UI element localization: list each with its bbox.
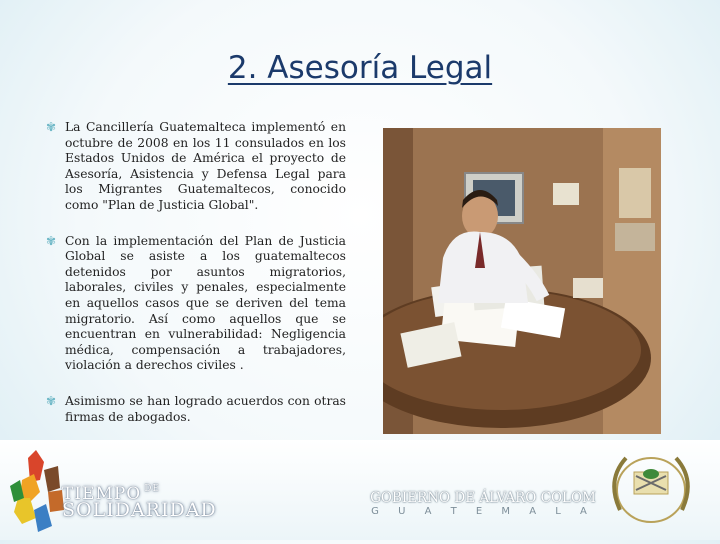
guatemala-coat-of-arms-icon <box>614 458 688 522</box>
government-country: G U A T E M A L A <box>371 506 595 517</box>
hands-logo-icon <box>10 450 64 532</box>
photo-illustration <box>383 128 661 434</box>
government-name: GOBIERNO DE ÁLVARO COLOM <box>370 490 596 506</box>
bullet-mark-icon: ✾ <box>46 233 57 248</box>
bullet-mark-icon: ✾ <box>46 120 57 134</box>
footer-bar <box>0 440 720 540</box>
bullet-list <box>46 120 346 445</box>
bullet-text: Asimismo se han logrado acuerdos con otras firmas de abogados. <box>65 393 346 424</box>
bullet-mark-icon: ✾ <box>46 393 57 408</box>
bullet-item <box>46 120 346 214</box>
tiempo-word: TIEMPO <box>62 484 142 504</box>
bullet-text: Con la implementación del Plan de Justicia Global se asiste a los guatemaltecos detenidos por asuntos migratorios, laborales, civiles y penales, especialmente en aquellos casos que se deriven del tema migratorio. Así como aquellos que se encuentran en vulnerabilidad: Negligencia médica, compensación a trabajadores, violación a derechos civiles . <box>65 233 346 373</box>
bullet-text: La Cancillería Guatemalteca implementó en octubre de 2008 en los 11 consulados en los Estados Unidos de América el proyecto de Asesoría, Asistencia y Defensa Legal para los Migrantes Guatemaltecos, conocido como "Plan de Justicia Global". <box>65 120 346 212</box>
slide-title: 2. Asesoría Legal <box>227 50 493 86</box>
tiempo-de: DE <box>144 484 161 494</box>
bullet-item <box>46 394 346 425</box>
lawyer-office-photo <box>383 128 661 434</box>
solidaridad-logo-text: SOLIDARIDAD <box>62 499 217 521</box>
bullet-item <box>46 234 346 374</box>
